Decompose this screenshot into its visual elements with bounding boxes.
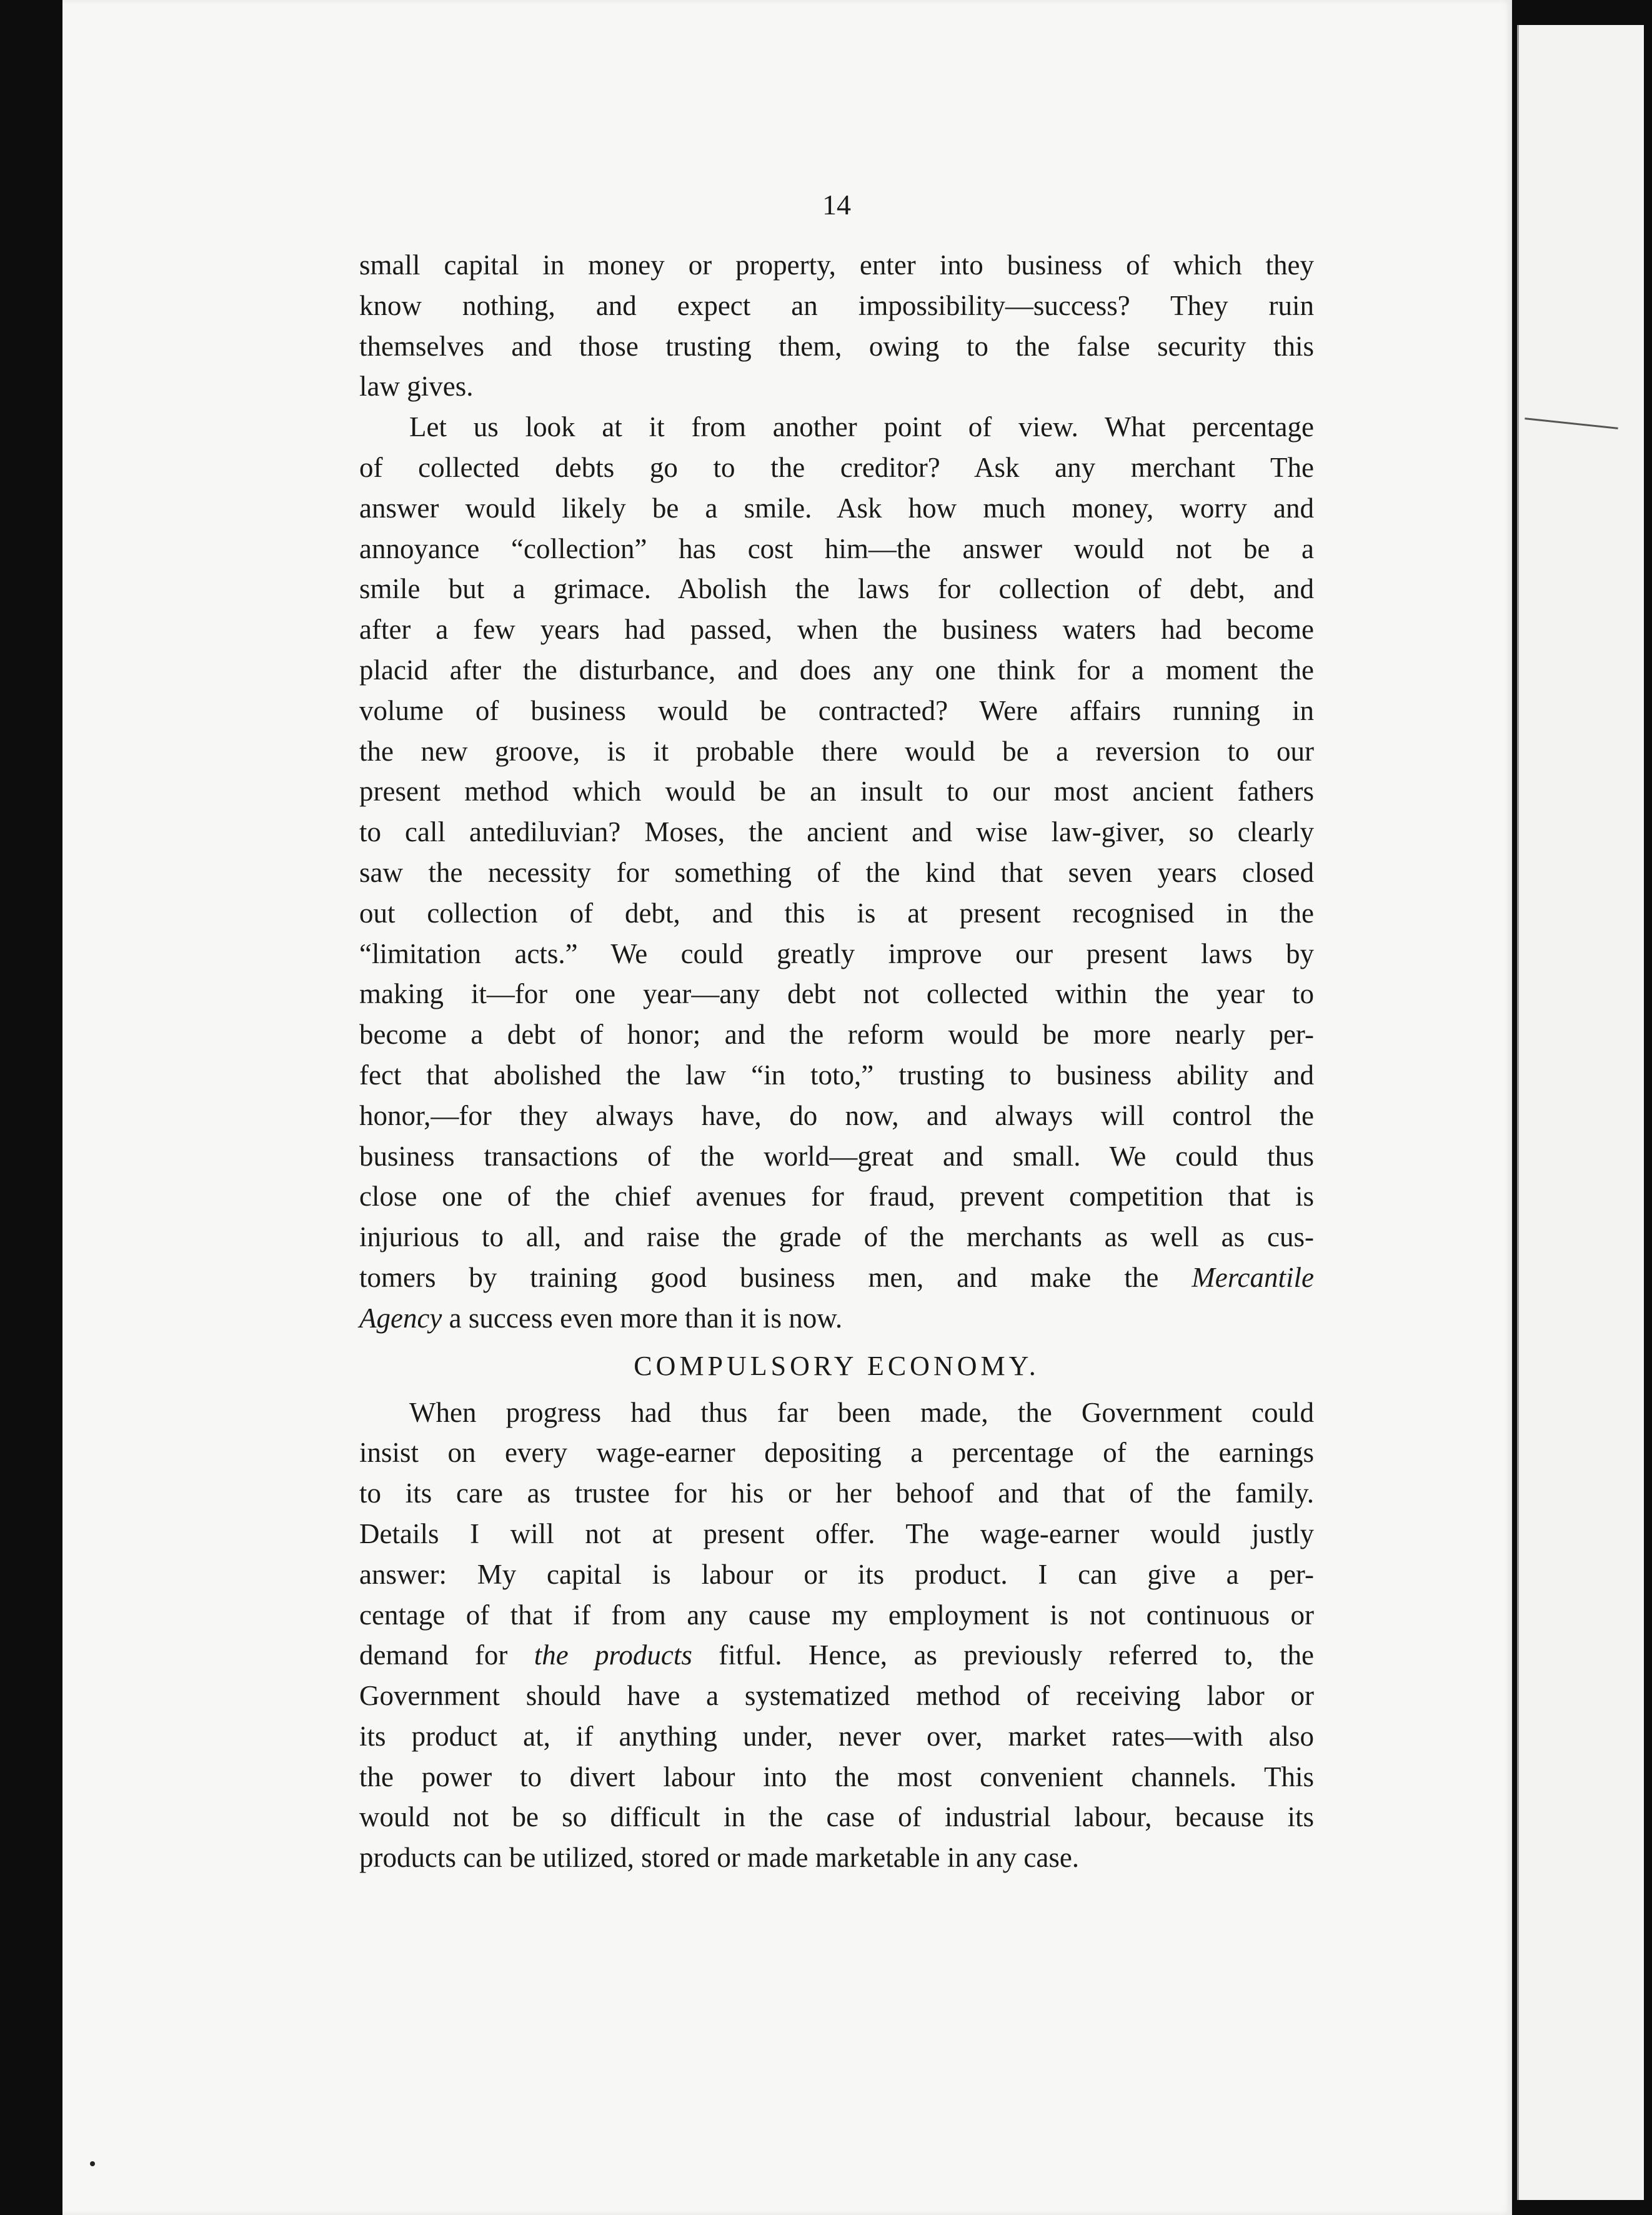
paragraph-3 — [359, 1392, 1314, 1879]
text-line: Government should have a systematized method of receiving labor or — [359, 1680, 1314, 1712]
text-line: the power to divert labour into the most convenient channels. This — [359, 1761, 1314, 1792]
text-line: “limitation acts.” We could greatly improve our present laws by — [359, 938, 1314, 969]
adjacent-page-edge — [1517, 25, 1644, 2200]
text-line: law gives. — [359, 371, 474, 402]
page-text — [359, 188, 1314, 1878]
text-line: would not be so difficult in the case of industrial labour, because its — [359, 1801, 1314, 1833]
text-line: centage of that if from any cause my employment is not continuous or — [359, 1599, 1314, 1631]
text-line: insist on every wage-earner depositing a percentage of the earnings — [359, 1437, 1314, 1469]
text-line: saw the necessity for something of the kind that seven years closed — [359, 856, 1314, 888]
margin-dot — [90, 2161, 95, 2166]
text-line-with-italic — [359, 1635, 1314, 1676]
text-line: the new groove, is it probable there would be a reversion to our — [359, 735, 1314, 767]
text-line: know nothing, and expect an impossibility—success? They ruin — [359, 289, 1314, 321]
text-line-with-italic — [359, 1258, 1314, 1298]
text-line: Details I will not at present offer. The wage-earner would justly — [359, 1518, 1314, 1549]
italic-phrase: Mercantile — [1192, 1261, 1314, 1293]
text-line: business transactions of the world—great and small. We could thus — [359, 1140, 1314, 1172]
text-line: present method which would be an insult to our most ancient fathers — [359, 776, 1314, 808]
text-line: close one of the chief avenues for fraud, prevent competition that is — [359, 1181, 1314, 1212]
text-line: annoyance “collection” has cost him—the answer would not be a — [359, 532, 1314, 564]
text-line: making it—for one year—any debt not collected within the year to — [359, 978, 1314, 1010]
section-heading: COMPULSORY ECONOMY. — [634, 1350, 1040, 1381]
text-line: When progress had thus far been made, the Government could — [409, 1396, 1314, 1428]
text-line: fect that abolished the law “in toto,” trusting to business ability and — [359, 1059, 1314, 1091]
paragraph-1 — [359, 245, 1314, 407]
text-fragment: demand for — [359, 1639, 508, 1671]
text-line: injurious to all, and raise the grade of the merchants as well as cus- — [359, 1221, 1314, 1253]
italic-phrase: Agency — [359, 1302, 442, 1334]
text-line: products can be utilized, stored or made marketable in any case. — [359, 1842, 1080, 1874]
text-fragment: a success even more than it is now. — [449, 1302, 843, 1334]
text-line: themselves and those trusting them, owing to the false security this — [359, 330, 1314, 362]
italic-phrase: the products — [534, 1639, 692, 1671]
text-line: to call antediluvian? Moses, the ancient and wise law-giver, so clearly — [359, 816, 1314, 848]
text-line-with-italic — [359, 1298, 1314, 1339]
text-line: after a few years had passed, when the business waters had become — [359, 614, 1314, 646]
text-line: honor,—for they always have, do now, and always will control the — [359, 1099, 1314, 1131]
text-line: placid after the disturbance, and does any one think for a moment the — [359, 654, 1314, 686]
page-number: 14 — [822, 189, 851, 221]
text-line: of collected debts go to the creditor? Ask any merchant The — [359, 451, 1314, 483]
text-line: volume of business would be contracted? Were affairs running in — [359, 694, 1314, 726]
text-line: small capital in money or property, enter into business of which they — [359, 249, 1314, 281]
text-line: Let us look at it from another point of view. What percentage — [409, 411, 1314, 443]
text-line: become a debt of honor; and the reform would be more nearly per- — [359, 1019, 1314, 1051]
text-fragment: tomers by training good business men, and make the — [359, 1261, 1159, 1293]
text-fragment: fitful. Hence, as previously referred to, the — [719, 1639, 1315, 1671]
text-line: smile but a grimace. Abolish the laws for collection of debt, and — [359, 573, 1314, 605]
text-line: its product at, if anything under, never over, market rates—with also — [359, 1720, 1314, 1752]
text-line: to its care as trustee for his or her behoof and that of the family. — [359, 1478, 1314, 1509]
text-line: answer: My capital is labour or its product. I can give a per- — [359, 1558, 1314, 1590]
paragraph-2 — [359, 407, 1314, 1338]
text-line: answer would likely be a smile. Ask how much money, worry and — [359, 492, 1314, 524]
text-line: out collection of debt, and this is at present recognised in the — [359, 897, 1314, 929]
